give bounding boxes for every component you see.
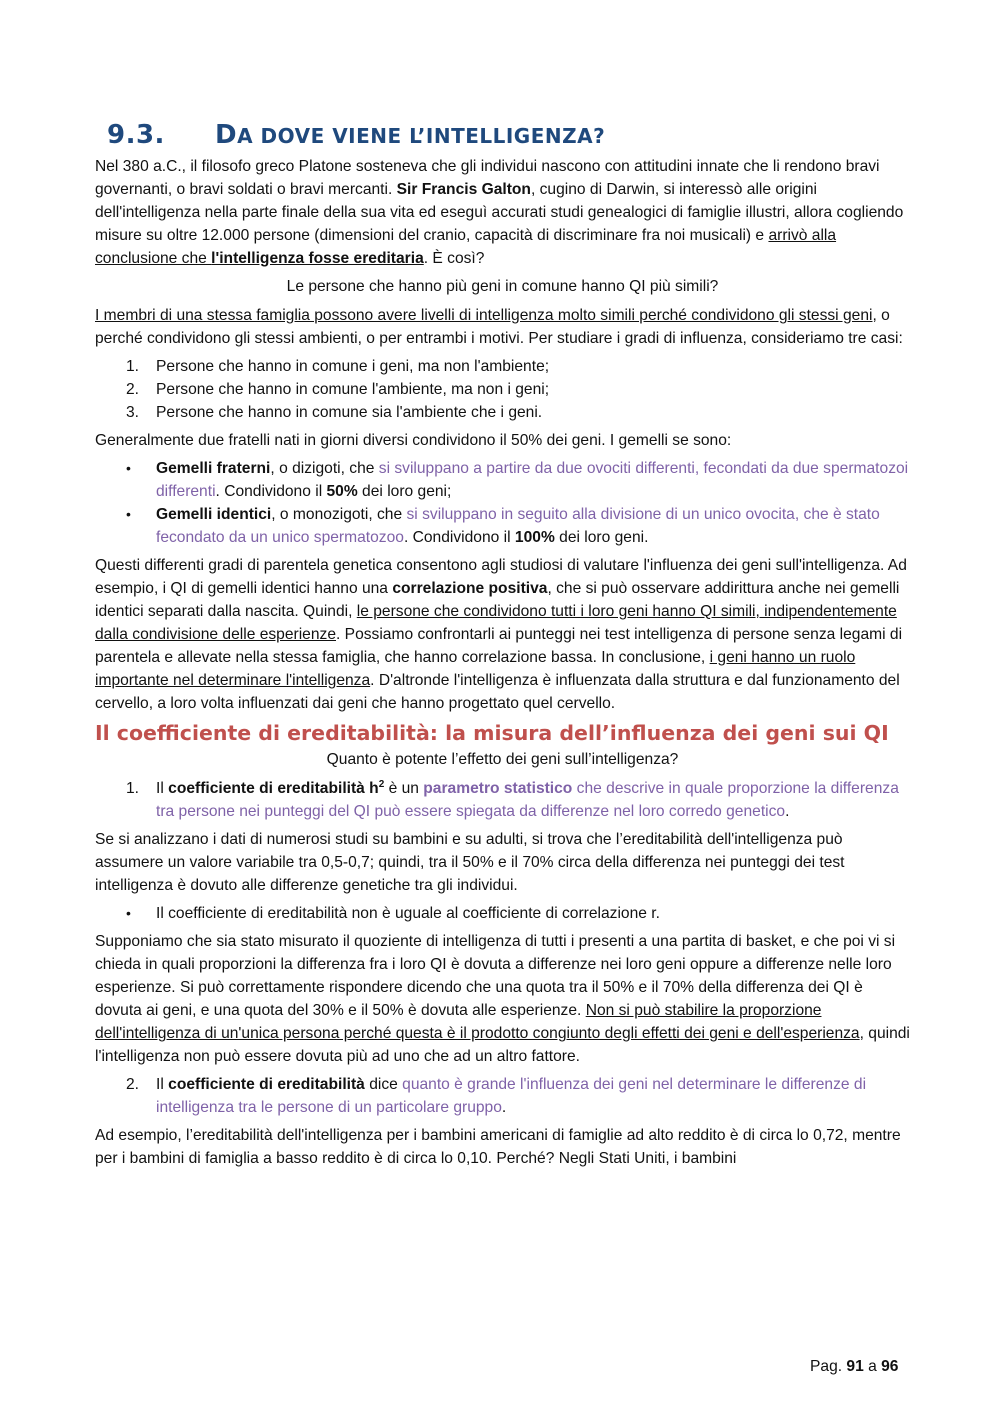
document-page — [95, 118, 910, 1175]
text-bold: 50% — [326, 483, 358, 500]
list-item — [95, 777, 910, 823]
question-2: Quanto è potente l’effetto dei geni sull’intelligenza? — [326, 751, 679, 768]
text: . — [501, 1099, 507, 1116]
text-bold: Gemelli fraterni — [156, 460, 271, 477]
text: , o monozigoti, che — [271, 506, 407, 523]
list-marker: 2. — [126, 1076, 140, 1093]
text: Supponiamo che sia stato misurato il quoziente di intelligenza di tutti i presenti a una partita di basket, e che poi vi si chieda in quali proporzioni la differenza fra i loro QI è dovuta a differenze nei loro geni oppure a differenze nelle loro esperienze. Si può correttamente rispondere dicendo che una quota tra il 50% e il 70% della differenza dei QI è dovuta ai geni, e una quota del 30% e il 50% è dovuta alle esperienze. — [95, 933, 896, 1019]
page-number: 91 — [846, 1358, 864, 1375]
section-number: 9.3. — [107, 120, 165, 150]
list-item-text: Persone che hanno in comune i geni, ma non l'ambiente; — [156, 358, 550, 375]
paragraph-income-example: Ad esempio, l’ereditabilità dell'intelligenza per i bambini americani di famiglie ad alto reddito è di circa lo 0,72, mentre per i bambini di famiglia a basso reddito è di circa lo 0,10. Perché? Negli Stati Uniti, i bambini — [95, 1127, 901, 1167]
list-item-text: Il coefficiente di ereditabilità non è uguale al coefficiente di correlazione r. — [156, 905, 660, 922]
text: , che si può osservare addirittura anche nei gemelli identici separati dalla nascita. Quindi, — [95, 580, 900, 620]
text: . È così? — [423, 250, 485, 267]
text-underlined: le persone che condividono tutti i loro geni hanno QI simili, indipendentemente dalla condivisione delle esperienze — [95, 603, 897, 643]
text-highlight-bold: parametro statistico — [423, 780, 573, 797]
text-bold: Sir Francis Galton — [396, 181, 531, 198]
question-1: Le persone che hanno più geni in comune hanno QI più simili? — [286, 278, 719, 295]
paragraph-genetic-relations — [95, 554, 910, 715]
text-highlight: si sviluppano a partire da due ovociti differenti, fecondati da due spermatozoi differenti — [156, 460, 909, 500]
text: dei loro geni. — [554, 529, 649, 546]
list-marker: 1. — [126, 358, 140, 375]
numbered-list-heritability-1 — [95, 777, 910, 823]
footer-prefix: Pag. — [810, 1358, 847, 1375]
list-item — [95, 457, 910, 503]
text-bold: coefficiente di ereditabilità h — [168, 780, 379, 797]
text-highlight: quanto è grande l'influenza dei geni nel determinare le differenze di intelligenza tra le persone di un particolare gruppo — [156, 1076, 867, 1116]
paragraph-studies: Se si analizzano i dati di numerosi studi su bambini e su adulti, si trova che l’ereditabilità dell'intelligenza può assumere un valore variabile tra 0,5-0,7; quindi, tra il 50% e il 70% circa della differenza nei punteggi dei test intelligenza è dovuto alle differenze genetiche tra gli individui. — [95, 831, 845, 894]
text: dei loro geni; — [357, 483, 452, 500]
list-item — [95, 902, 910, 925]
text: , o dizigoti, che — [270, 460, 379, 477]
text-bold: Gemelli identici — [156, 506, 272, 523]
list-marker: 2. — [126, 381, 140, 398]
bullet-marker: • — [126, 460, 131, 476]
numbered-list-cases — [95, 355, 910, 424]
paragraph-basket — [95, 930, 910, 1068]
text: Questi differenti gradi di parentela genetica consentono agli studiosi di valutare l'influenza dei geni sull'intelligenza. Ad esempio, i QI di gemelli identici hanno una — [95, 557, 907, 597]
text-bold-underlined: l'intelligenza fosse ereditaria — [211, 250, 424, 267]
text: Il — [156, 780, 169, 797]
superscript: 2 — [378, 778, 385, 790]
list-item — [95, 503, 910, 549]
text-highlight: che descrive in quale proporzione la differenza tra persone nei punteggi del QI può essere spiegata da differenze nel loro corredo genetico — [156, 780, 899, 820]
footer-separator: a — [863, 1358, 882, 1375]
text-underlined: I membri di una stessa famiglia possono avere livelli di intelligenza molto simili perché condividono gli stessi geni — [95, 307, 873, 324]
bullet-list-correlation — [95, 902, 910, 925]
page-footer — [810, 1358, 898, 1376]
list-item — [95, 1073, 910, 1119]
list-item — [95, 355, 910, 378]
list-item-text: Persone che hanno in comune l'ambiente, ma non i geni; — [156, 381, 550, 398]
text-underlined: arrivò alla conclusione che — [95, 227, 837, 267]
text: dice — [364, 1076, 403, 1093]
bullet-marker: • — [126, 905, 131, 921]
list-marker: 1. — [126, 780, 140, 797]
list-marker: 3. — [126, 404, 140, 421]
list-item-text: Persone che hanno in comune sia l'ambiente che i geni. — [156, 404, 543, 421]
text: . — [785, 803, 790, 820]
text: . D'altronde l'intelligenza è influenzata dalla struttura e dal funzionamento del cervello, a loro volta influenzati dai geni che hanno progettato quel cervello. — [95, 672, 900, 712]
bullet-marker: • — [126, 506, 131, 522]
text: , o perché condividono gli stessi ambienti, o per entrambi i motivi. Per studiare i gradi di influenza, consideriamo tre casi: — [95, 307, 903, 347]
paragraph-siblings: Generalmente due fratelli nati in giorni diversi condividono il 50% dei geni. I gemelli se sono: — [95, 432, 732, 449]
text: , cugino di Darwin, si interessò alle origini dell'intelligenza nella parte finale della sua vita ed eseguì accurati studi genealogici di famiglie illustri, allora cogliendo misure su oltre 12.000 persone (dimensioni del cranio, capacità di discriminare fra noi musicali) e — [95, 181, 904, 244]
text: . Condividono il — [403, 529, 515, 546]
bullet-list-twins — [95, 457, 910, 549]
text: Nel 380 a.C., il filosofo greco Platone sosteneva che gli individui nascono con attitudini innate che li rendono bravi governanti, o bravi soldati o bravi mercanti. — [95, 158, 880, 198]
text-underlined: i geni hanno un ruolo importante nel determinare l'intelligenza — [95, 649, 856, 689]
section-title-initial: D — [215, 120, 238, 150]
page-total: 96 — [881, 1358, 899, 1375]
subheading: Il coefficiente di ereditabilità: la misura dell’influenza dei geni sui QI — [95, 721, 889, 745]
text: Il — [156, 1076, 169, 1093]
paragraph-intro — [95, 155, 910, 270]
text-bold: 100% — [514, 529, 555, 546]
text-bold: correlazione positiva — [392, 580, 548, 597]
section-heading — [107, 118, 910, 153]
list-item — [95, 378, 910, 401]
text: , quindi l'intelligenza non può essere dovuta più ad uno che ad un altro fattore. — [95, 1025, 910, 1065]
text: è un — [384, 780, 424, 797]
numbered-list-heritability-2 — [95, 1073, 910, 1119]
text: . Possiamo confrontarli ai punteggi nei test intelligenza di persone senza legami di parentela e allevate nella stessa famiglia, che hanno correlazione bassa. In conclusione, — [95, 626, 903, 666]
text-highlight: si sviluppano in seguito alla divisione di un unico ovocita, che è stato fecondato da un unico spermatozoo — [156, 506, 880, 546]
text-bold: coefficiente di ereditabilità — [168, 1076, 365, 1093]
section-title-rest: A DOVE VIENE L’INTELLIGENZA? — [237, 124, 606, 148]
text-underlined: Non si può stabilire la proporzione dell'intelligenza di un'unica persona perché questa è il prodotto congiunto degli effetti dei geni e dell'esperienza — [95, 1002, 860, 1042]
paragraph-families — [95, 304, 910, 350]
text: . Condividono il — [215, 483, 327, 500]
list-item — [95, 401, 910, 424]
